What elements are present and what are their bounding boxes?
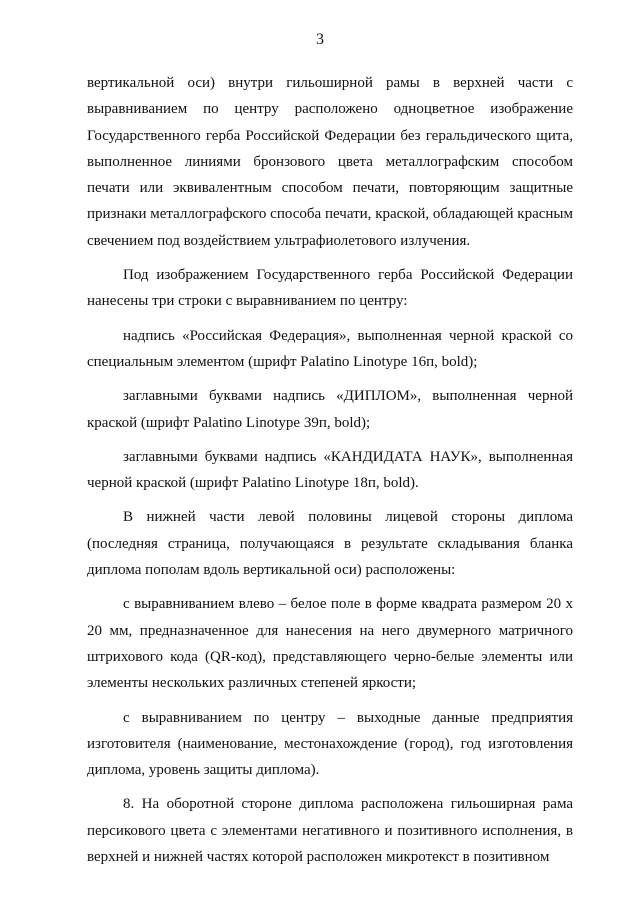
paragraph-emblem-lines: Под изображением Государственного герба Российской Федерации нанесены три строки с выравниванием по центру:	[87, 267, 573, 310]
paragraph-line-candidate: заглавными буквами надпись «КАНДИДАТА НАУК», выполненная черной краской (шрифт Palatino Linotype 18п, bold).	[87, 448, 573, 492]
paragraph-continuation: вертикальной оси) внутри гильоширной рамы в верхней части с выравниванием по центру расположено одноцветное изображение Государственного герба Российской Федерации без геральдического щита, выполненное линиями бронзового цвета металлографским способом печати или эквивалентным способом печати, повторяющим защитные признаки металлографского способа печати, краской, обладающей красным свечением под воздействием ультрафиолетового излучения.	[87, 75, 573, 249]
paragraph-qr-field: с выравниванием влево – белое поле в форме квадрата размером 20 х 20 мм, предназначенное для нанесения на него двумерного матричного штрихового кода (QR-код), представляющего черно-белые элементы или элементы нескольких различных степеней яркости;	[87, 596, 573, 692]
paragraph-section-8: 8. На оборотной стороне диплома расположена гильоширная рама персикового цвета с элементами негативного и позитивного исполнения, в верхней и нижней частях которой расположен микротекст в позитивном	[87, 796, 573, 866]
document-body	[87, 70, 573, 870]
page-number: 3	[316, 31, 324, 48]
paragraph-bottom-left: В нижней части левой половины лицевой стороны диплома (последняя страница, получающаяся в результате складывания бланка диплома пополам вдоль вертикальной оси) расположены:	[87, 509, 573, 579]
paragraph-manufacturer: с выравниванием по центру – выходные данные предприятия изготовителя (наименование, местонахождение (город), год изготовления диплома, уровень защиты диплома).	[87, 709, 573, 779]
paragraph-line-diploma: заглавными буквами надпись «ДИПЛОМ», выполненная черной краской (шрифт Palatino Linotype 39п, bold);	[87, 388, 573, 431]
paragraph-line-russian-federation: надпись «Российская Федерация», выполненная черной краской со специальным элементом (шрифт Palatino Linotype 16п, bold);	[87, 327, 573, 370]
